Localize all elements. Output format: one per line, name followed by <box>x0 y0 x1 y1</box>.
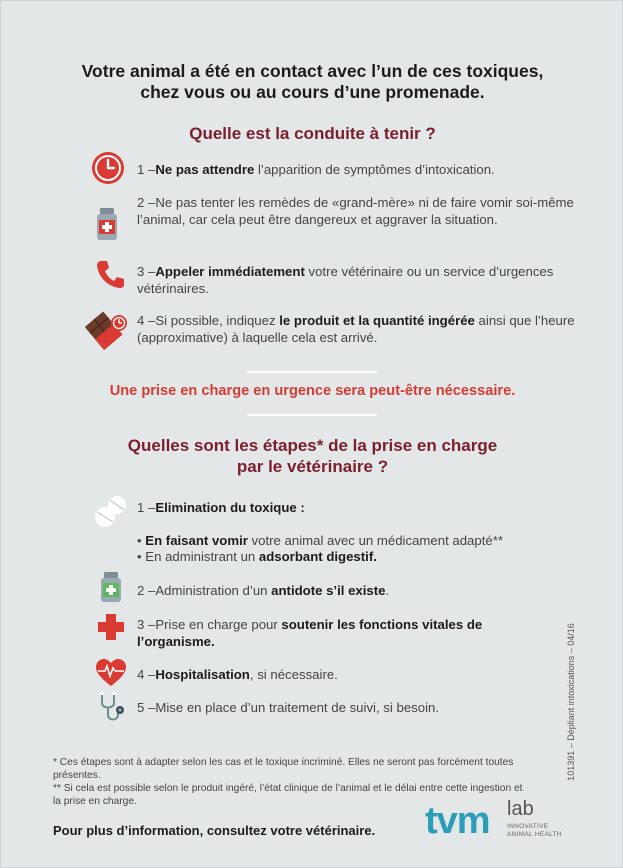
headline <box>21 61 604 103</box>
medicine-bottle-icon <box>94 207 120 241</box>
pills-icon <box>93 495 129 529</box>
antidote-bottle-icon <box>98 571 124 603</box>
footnote-1: * Ces étapes sont à adapter selon les cas et le toxique incriminé. Elles ne seront pas forcément toutes présentes. <box>53 757 514 781</box>
section2-step-5: 5 –Mise en place d’un traitement de suivi, si besoin. <box>137 700 440 715</box>
heart-monitor-icon <box>95 658 127 688</box>
section1-item-1: 1 –Ne pas attendre l’apparition de symptômes d’intoxication. <box>137 162 495 177</box>
logo-lab: lab <box>507 798 534 820</box>
section2-step-4: 4 –Hospitalisation, si nécessaire. <box>137 667 338 682</box>
section2-bullet-1: • En faisant vomir votre animal avec un médicament adapté** <box>137 533 503 548</box>
document-reference-text: 101391 – Dépliant intoxications – 04/16 <box>566 623 576 781</box>
contact-line: Pour plus d’information, consultez votre vétérinaire. <box>53 823 376 838</box>
section1-title: Quelle est la conduite à tenir ? <box>189 124 436 143</box>
section2-title <box>21 435 604 477</box>
footnote-2: ** Si cela est possible selon le produit ingéré, l’état clinique de l’animal et le délai entre cette ingestion et la prise en charge. <box>53 783 523 807</box>
phone-icon <box>95 258 127 290</box>
document-reference <box>565 613 577 793</box>
medical-cross-icon <box>97 613 125 641</box>
section1-item-2: 2 –Ne pas tenter les remèdes de «grand-mère» ni de faire vomir soi-même l’animal, car cela peut être dangereux et aggraver la situation. <box>137 195 574 227</box>
stethoscope-icon <box>96 691 128 725</box>
clock-icon <box>90 150 126 186</box>
logo-tagline <box>507 823 562 839</box>
section2-step-1: 1 –Elimination du toxique : <box>137 500 305 515</box>
urgent-notice: Une prise en charge en urgence sera peut-être nécessaire. <box>109 383 516 399</box>
logo-tagline-2: ANIMAL HEALTH <box>507 831 562 838</box>
headline-line1: Votre animal a été en contact avec l’un de ces toxiques, <box>81 61 544 81</box>
section2-title-line2: par le vétérinaire ? <box>236 457 389 476</box>
section2-step-3: 3 –Prise en charge pour soutenir les fonctions vitales de l’organisme. <box>137 617 483 649</box>
section2-step-2: 2 –Administration d’un antidote s’il existe. <box>137 583 390 598</box>
divider-top <box>247 371 377 373</box>
section2-bullet-2: • En administrant un adsorbant digestif. <box>137 549 377 564</box>
logo-tagline-1: INNOVATIVE <box>507 823 549 830</box>
chocolate-clock-icon <box>85 306 129 350</box>
section1-item-4: 4 –Si possible, indiquez le produit et la quantité ingérée ainsi que l’heure (approximative) à laquelle cela est arrivé. <box>137 313 575 345</box>
headline-line2: chez vous ou au cours d’une promenade. <box>140 82 485 102</box>
logo-tvm: tvm <box>425 800 490 842</box>
section2-title-line1: Quelles sont les étapes* de la prise en charge <box>127 436 498 455</box>
divider-bottom <box>247 414 377 416</box>
section1-item-3: 3 –Appeler immédiatement votre vétérinaire ou un service d’urgences vétérinaires. <box>137 264 554 296</box>
